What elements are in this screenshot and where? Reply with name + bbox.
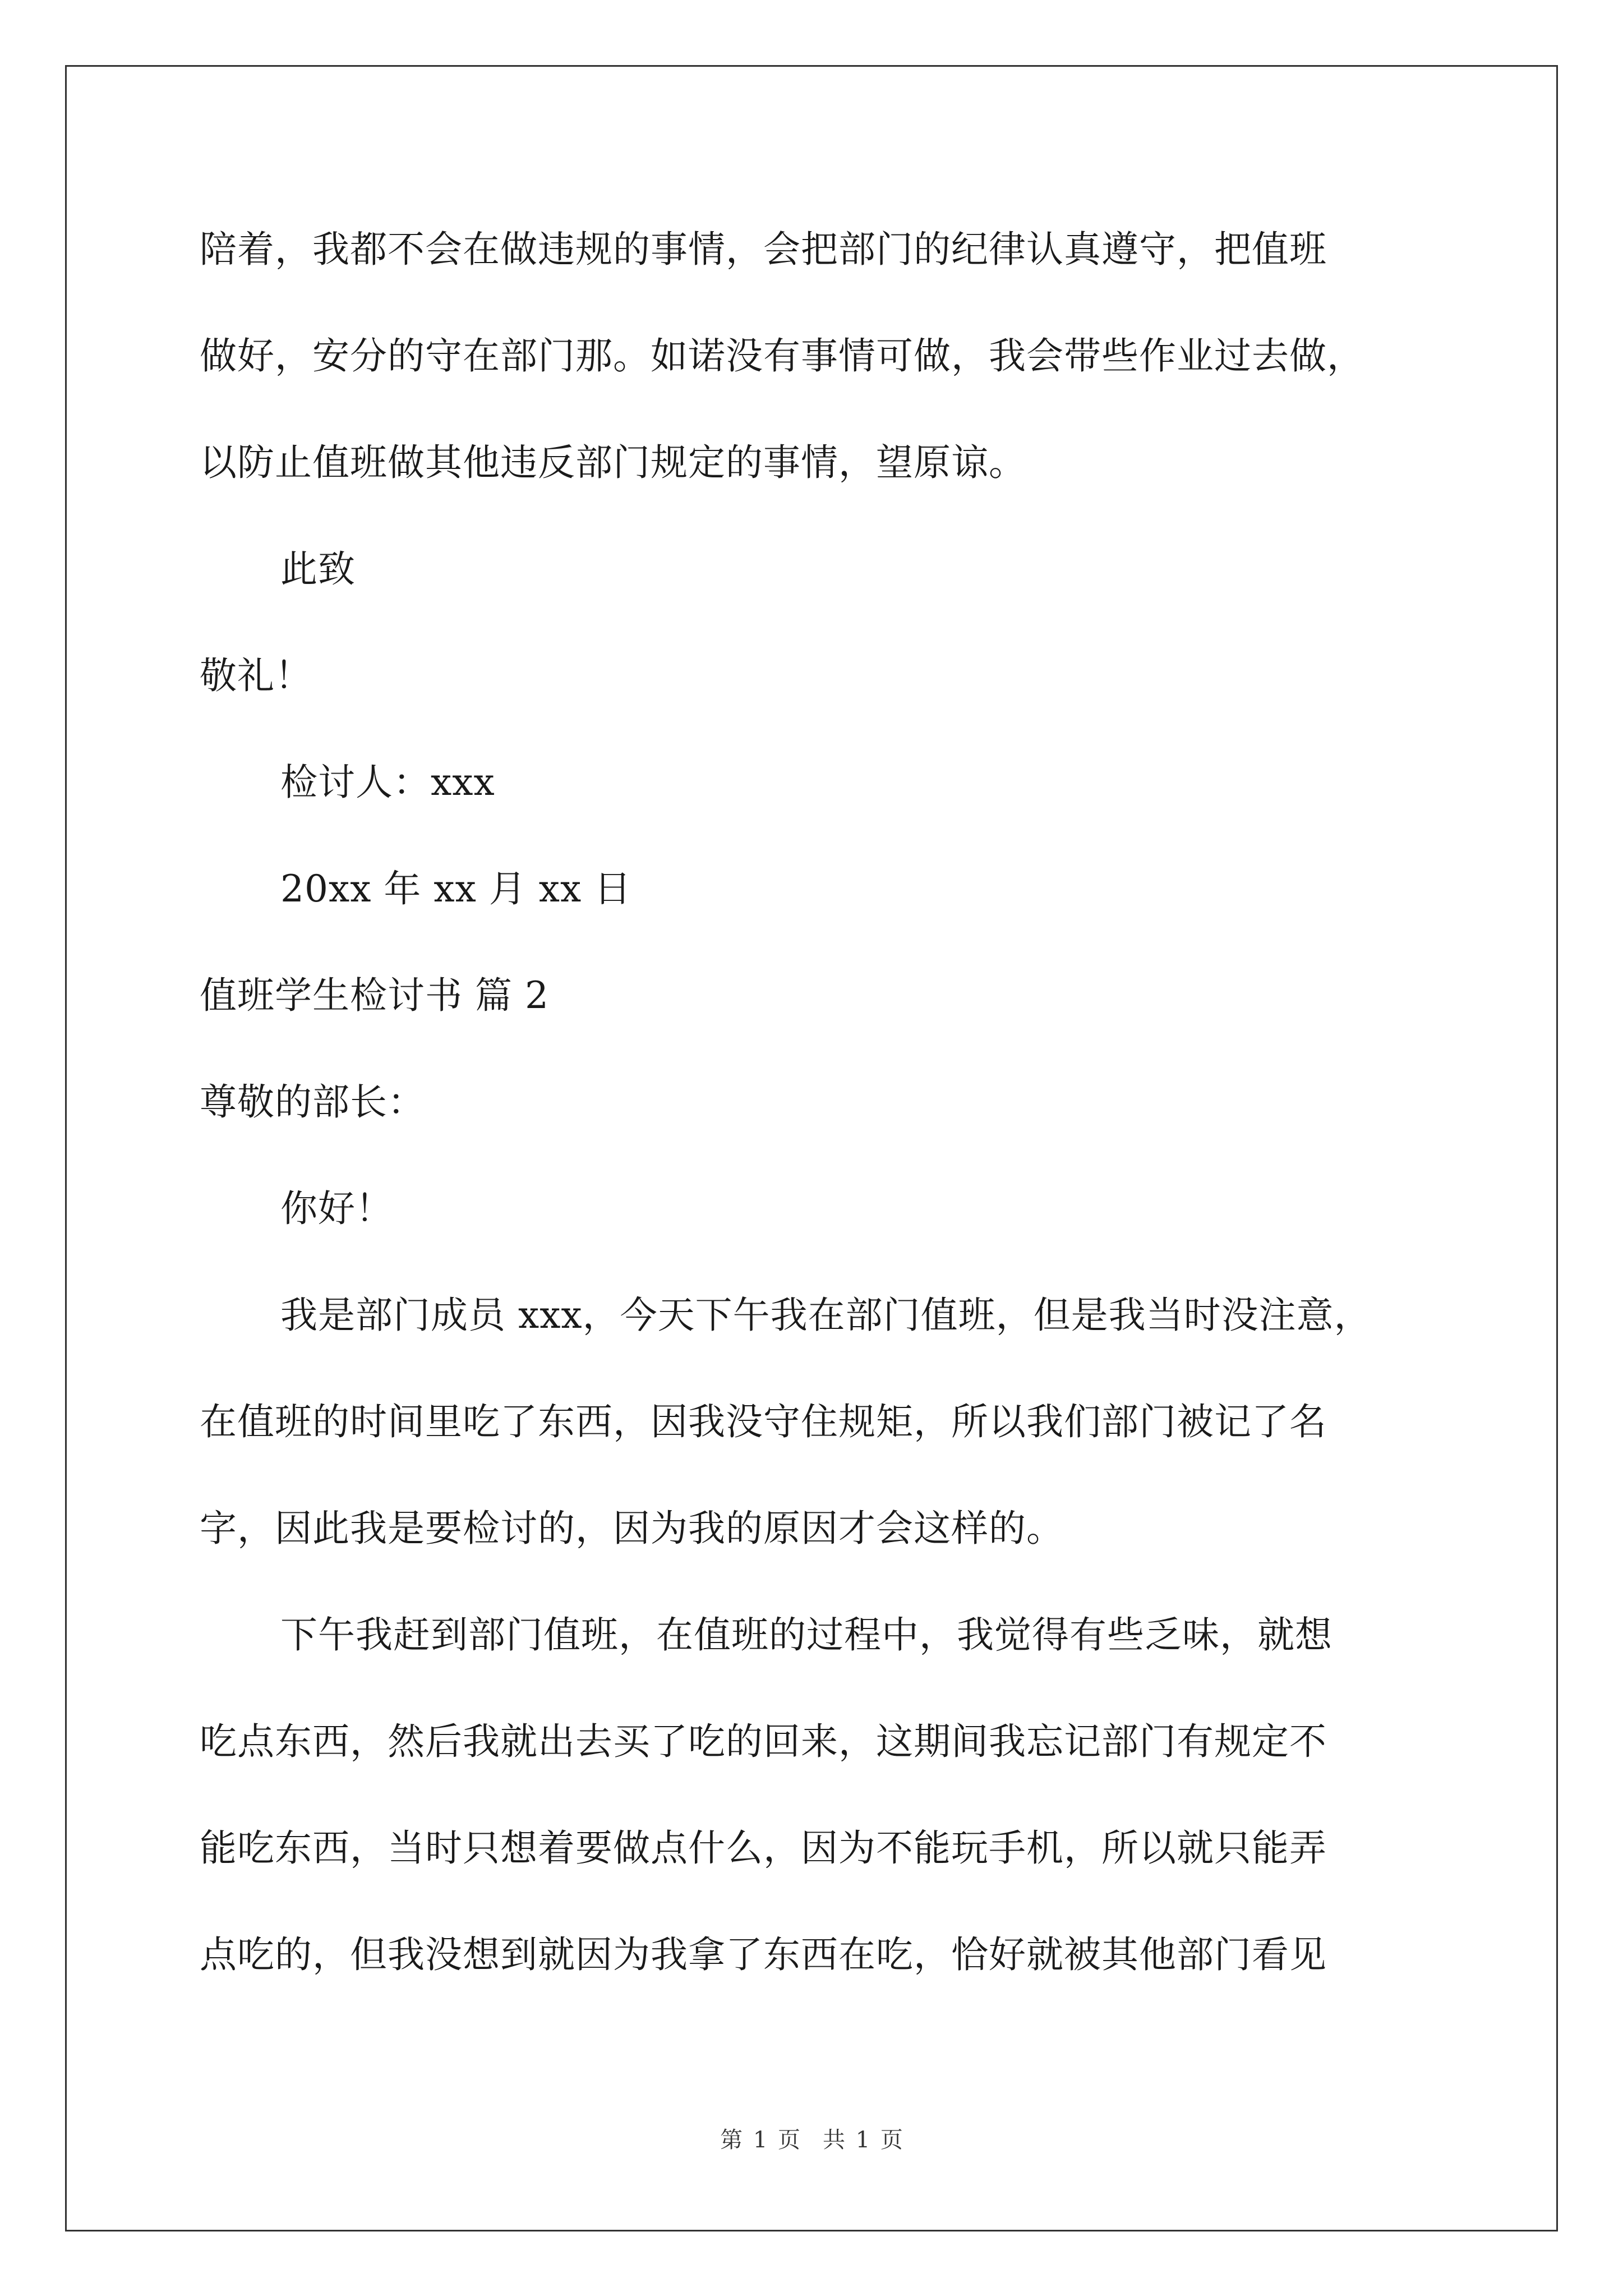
greeting-hello: 你好！ (280, 1187, 393, 1230)
section-title: 值班学生检讨书 篇 2 (200, 974, 549, 1017)
body-line-6: 字，因此我是要检讨的，因为我的原因才会这样的。 (200, 1507, 1064, 1550)
body-line-9: 能吃东西，当时只想着要做点什么，因为不能玩手机，所以就只能弄 (200, 1826, 1327, 1870)
body-line-10: 点吃的，但我没想到就因为我拿了东西在吃，恰好就被其他部门看见 (200, 1933, 1327, 1976)
page-border (65, 65, 1558, 2231)
body-line-5: 在值班的时间里吃了东西，因我没守住规矩，所以我们部门被记了名 (200, 1400, 1327, 1443)
body-line-1: 陪着，我都不会在做违规的事情，会把部门的纪律认真遵守，把值班 (200, 228, 1327, 271)
body-line-4: 我是部门成员 xxx，今天下午我在部门值班，但是我当时没注意， (280, 1294, 1372, 1337)
closing-salutation: 此致 (280, 547, 356, 591)
body-line-7: 下午我赶到部门值班，在值班的过程中，我觉得有些乏味，就想 (280, 1613, 1332, 1657)
page-number-footer: 第 1 页 共 1 页 (720, 2127, 903, 2153)
body-line-2: 做好，安分的守在部门那。如诺没有事情可做，我会带些作业过去做， (200, 334, 1364, 378)
body-line-8: 吃点东西，然后我就出去买了吃的回来，这期间我忘记部门有规定不 (200, 1720, 1327, 1763)
signature-line: 检讨人：xxx (280, 761, 495, 804)
greeting-recipient: 尊敬的部长： (200, 1080, 425, 1124)
body-line-3: 以防止值班做其他违反部门规定的事情，望原谅。 (200, 441, 1026, 484)
closing-respect: 敬礼！ (200, 654, 312, 697)
date-line: 20xx 年 xx 月 xx 日 (280, 867, 632, 910)
